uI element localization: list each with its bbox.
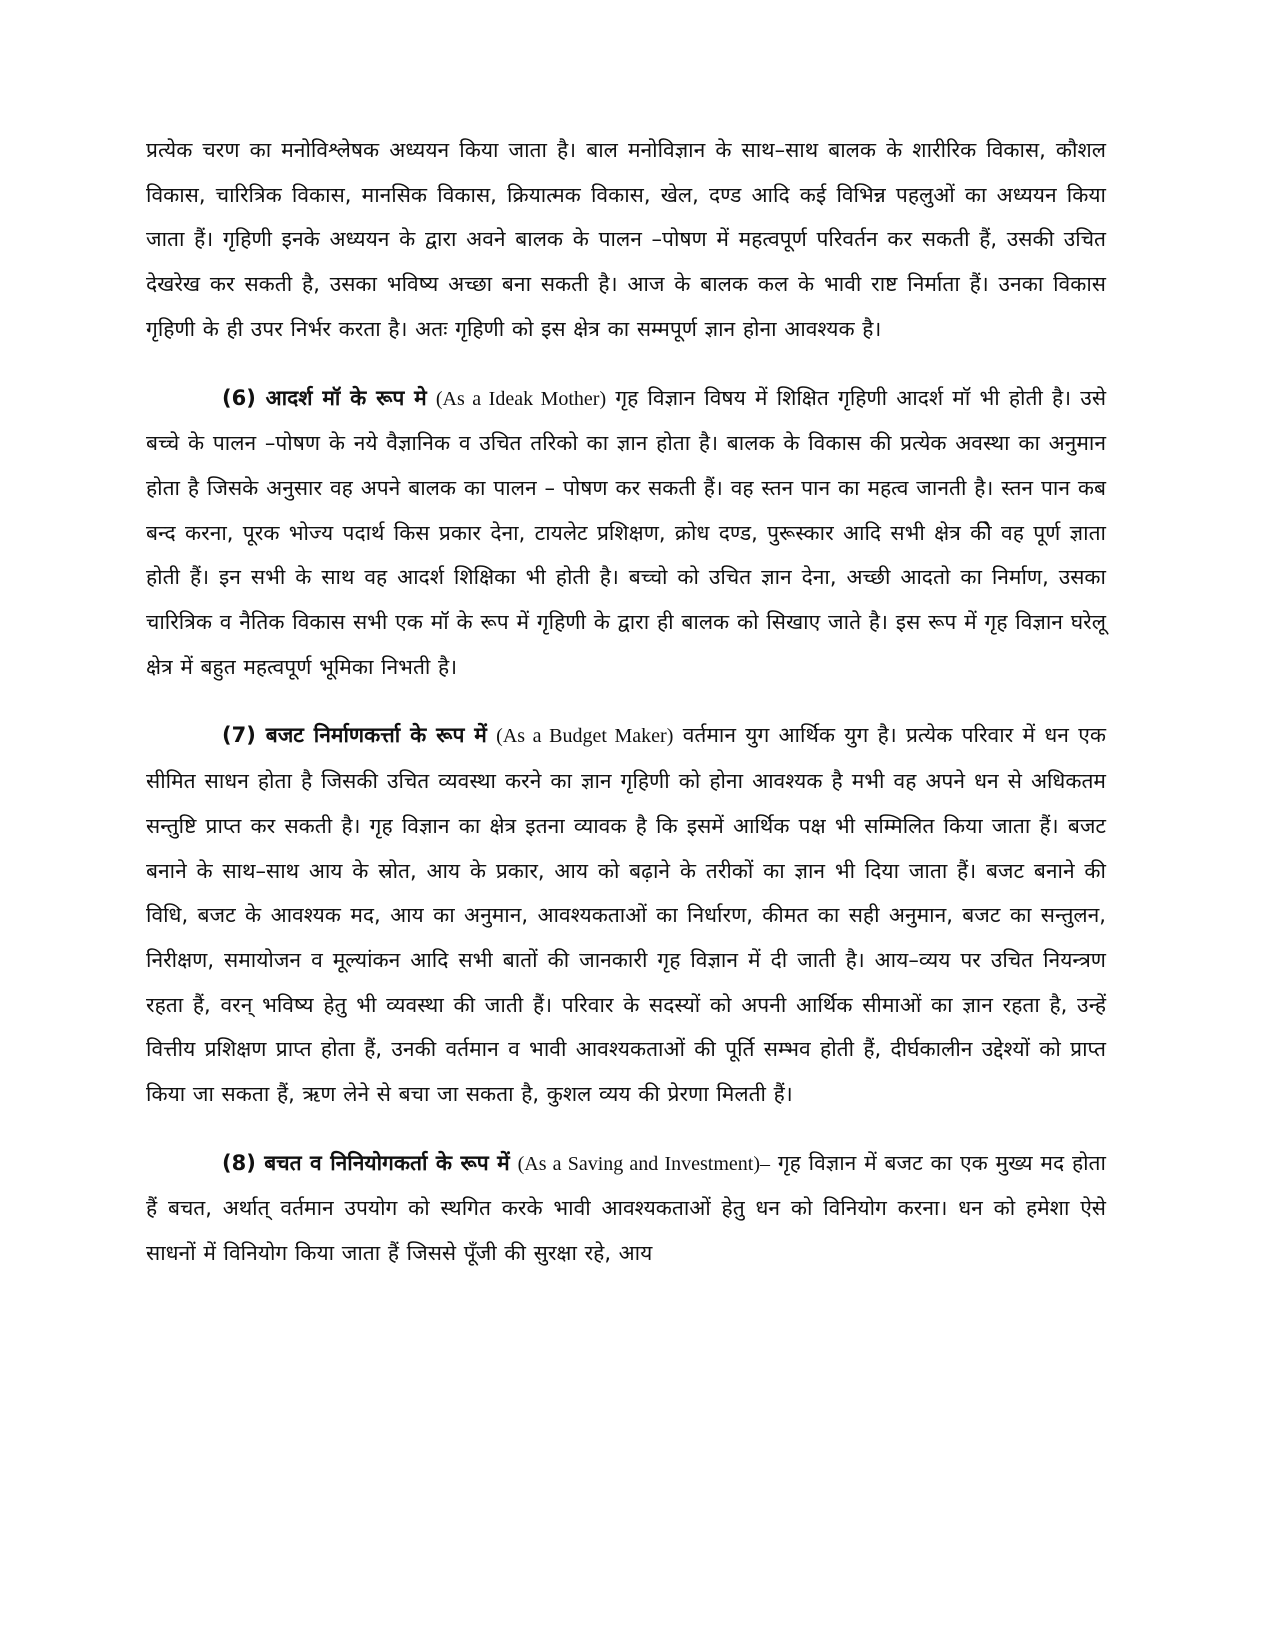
document-page [146,128,1106,1276]
section-heading-ideal-mother: (6) आदर्श मॉ के रूप मे [222,385,427,410]
paragraph-text: गृह विज्ञान विषय में शिक्षित गृहिणी आदर्श मॉ भी होती है। उसे बच्चे के पालन –पोषण के नये वैज्ञानिक व उचित तरिको का ज्ञान होता है। बालक के विकास की प्रत्येक अवस्था का अनुमान होता है जिसके अनुसार वह अपने बालक का पालन – पोषण कर सकती हैं। वह स्तन पान का महत्व जानती है। स्तन पान कब बन्द करना, पूरक भोज्य पदार्थ किस प्रकार देना, टायलेट प्रशिक्षण, क्रोध दण्ड, पुरूस्कार आदि सभी क्षेत्र कीे वह पूर्ण ज्ञाता होती हैं। इन सभी के साथ वह आदर्श शिक्षिका भी होती है। बच्चो को उचित ज्ञान देना, अच्छी आदतो का निर्माण, उसका चारित्रिक व नैतिक विकास सभी एक मॉ के रूप में गृहिणी के द्वारा ही बालक को सिखाए जाते है। इस रूप में गृह विज्ञान घरेलू क्षेत्र में बहुत महत्वपूर्ण भूमिका निभती है। [146,385,1107,679]
english-subtitle-ideal-mother: (As a Ideak Mother) [435,387,607,410]
paragraph-ideal-mother [146,376,1106,690]
paragraph-saving-investment [146,1141,1106,1276]
paragraph-text: वर्तमान युग आर्थिक युग है। प्रत्येक परिवार में धन एक सीमित साधन होता है जिसकी उचित व्यवस्था करने का ज्ञान गृहिणी को होना आवश्यक है मभी वह अपने धन से अधिकतम सन्तुष्टि प्राप्त कर सकती है। गृह विज्ञान का क्षेत्र इतना व्यावक है कि इसमें आर्थिक पक्ष भी सम्मिलित किया जाता हैं। बजट बनाने के साथ–साथ आय के स्रोत, आय के प्रकार, आय को बढ़ाने के तरीकों का ज्ञान भी दिया जाता हैं। बजट बनाने की विधि, बजट के आवश्यक मद, आय का अनुमान, आवश्यकताओं का निर्धारण, कीमत का सही अनुमान, बजट का सन्तुलन, निरीक्षण, समायोजन व मूल्यांकन आदि सभी बातों की जानकारी गृह विज्ञान में दी जाती है। आय–व्यय पर उचित नियन्त्रण रहता हैं, वरन् भविष्य हेतु भी व्यवस्था की जाती हैं। परिवार के सदस्यों को अपनी आर्थिक सीमाओं का ज्ञान रहता है, उन्हें वित्तीय प्रशिक्षण प्राप्त होता हैं, उनकी वर्तमान व भावी आवश्यकताओं की पूर्ति सम्भव होती हैं, दीर्घकालीन उद्देश्यों को प्राप्त किया जा सकता हैं, ऋण लेने से बचा जा सकता है, कुशल व्यय की प्रेरणा मिलती हैं। [146,723,1106,1107]
paragraph-budget-maker [146,713,1106,1116]
section-heading-saving-investment: (8) बचत व निनियोगकर्ता के रूप में [222,1150,510,1175]
paragraph-text: गृह विज्ञान में बजट का एक मुख्य मद होता हैं बचत, अर्थात् वर्तमान उपयोग को स्थगित करके भावी आवश्यकताओं हेतु धन को विनियोग करना। धन को हमेशा ऐसे साधनों में विनियोग किया जाता हैं जिससे पूँजी की सुरक्षा रहे, आय [146,1150,1106,1266]
english-subtitle-budget-maker: (As a Budget Maker) [496,725,674,748]
paragraph-text: प्रत्येक चरण का मनोविश्लेषक अध्ययन किया जाता है। बाल मनोविज्ञान के साथ–साथ बालक के शारीरिक विकास, कौशल विकास, चारित्रिक विकास, मानसिक विकास, क्रियात्मक विकास, खेल, दण्ड आदि कई विभिन्न पहलुओं का अध्ययन किया जाता हैं। गृहिणी इनके अध्ययन के द्वारा अवने बालक के पालन –पोषण में महत्वपूर्ण परिवर्तन कर सकती हैं, उसकी उचित देखरेख कर सकती है, उसका भविष्य अच्छा बना सकती है। आज के बालक कल के भावी राष्ट निर्माता हैं। उनका विकास गृहिणी के ही उपर निर्भर करता है। अतः गृहिणी को इस क्षेत्र का सम्मपूर्ण ज्ञान होना आवश्यक है। [146,138,1106,341]
paragraph-child-development [146,128,1106,352]
section-heading-budget-maker: (7) बजट निर्माणकर्त्ता के रूप में [222,723,487,748]
english-subtitle-saving-investment: (As a Saving and Investment)– [517,1152,770,1175]
